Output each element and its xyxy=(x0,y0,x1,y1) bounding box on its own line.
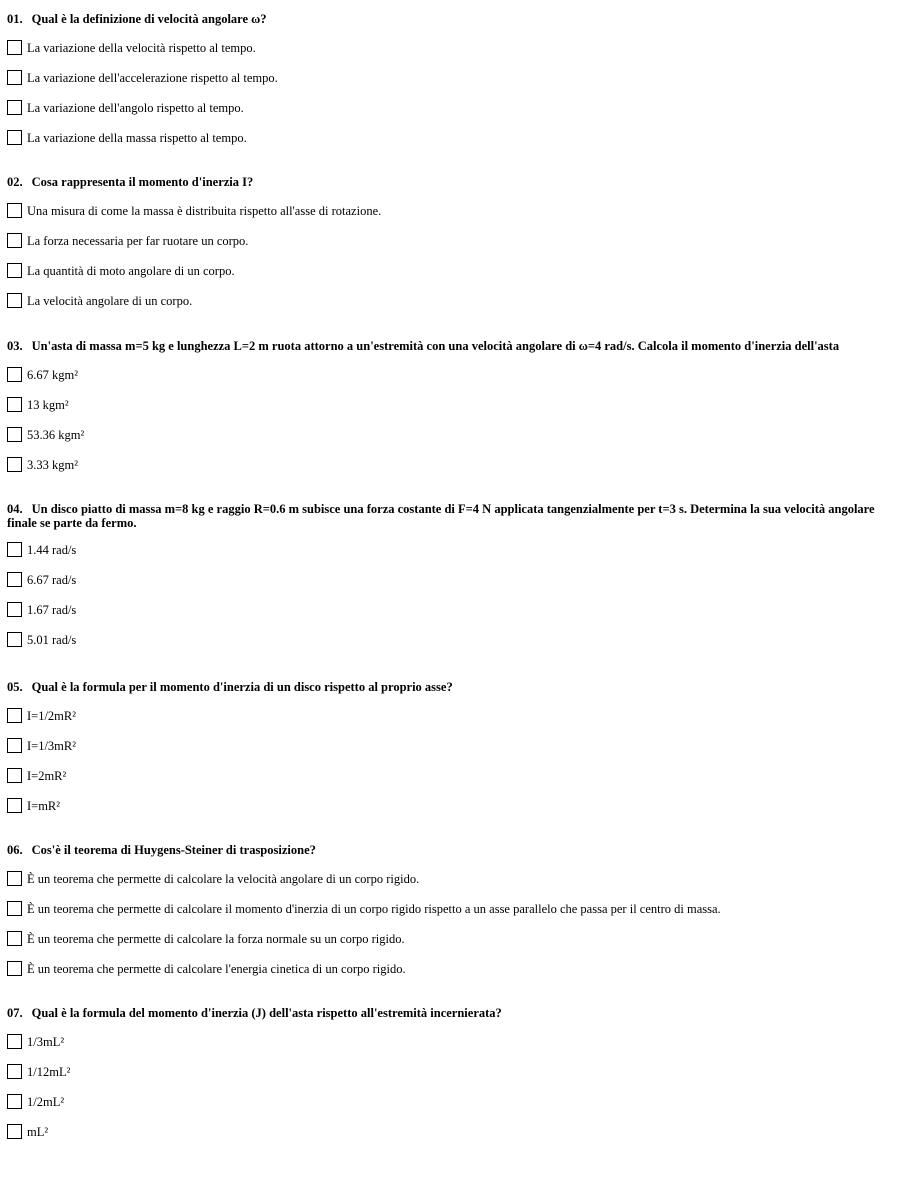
answer-checkbox[interactable] xyxy=(7,632,22,647)
answer-checkbox[interactable] xyxy=(7,263,22,278)
answer-label: È un teorema che permette di calcolare la velocità angolare di un corpo rigido. xyxy=(27,872,420,886)
answer-label: 1/3mL² xyxy=(27,1035,65,1049)
question-text: Qual è la formula del momento d'inerzia (J) dell'asta rispetto all'estremità incernierata? xyxy=(31,1006,502,1020)
question-number: 04. xyxy=(7,502,23,516)
answer-label: È un teorema che permette di calcolare la forza normale su un corpo rigido. xyxy=(27,932,405,946)
answer-option[interactable] xyxy=(7,1064,902,1082)
answer-label: I=1/3mR² xyxy=(27,739,76,753)
answer-option[interactable] xyxy=(7,901,902,919)
answer-option[interactable] xyxy=(7,542,902,560)
answer-label: 1.44 rad/s xyxy=(27,543,77,557)
answer-option[interactable] xyxy=(7,293,902,311)
answer-option[interactable] xyxy=(7,427,902,445)
question-text: Qual è la definizione di velocità angolare ω? xyxy=(31,12,267,26)
question-number: 07. xyxy=(7,1006,23,1020)
answer-checkbox[interactable] xyxy=(7,602,22,617)
question-title xyxy=(7,502,906,530)
answer-checkbox[interactable] xyxy=(7,367,22,382)
answer-checkbox[interactable] xyxy=(7,901,22,916)
answer-label: La variazione della massa rispetto al tempo. xyxy=(27,131,247,145)
answer-option[interactable] xyxy=(7,100,902,118)
answer-checkbox[interactable] xyxy=(7,293,22,308)
answer-option[interactable] xyxy=(7,263,902,281)
answer-label: 1/12mL² xyxy=(27,1065,71,1079)
answer-option[interactable] xyxy=(7,798,902,816)
question-title xyxy=(7,339,906,353)
answer-checkbox[interactable] xyxy=(7,798,22,813)
answer-label: 6.67 rad/s xyxy=(27,573,77,587)
question-text: Cos'è il teorema di Huygens-Steiner di trasposizione? xyxy=(31,843,316,857)
answer-option[interactable] xyxy=(7,70,902,88)
question-number: 05. xyxy=(7,680,23,694)
answer-label: 53.36 kgm² xyxy=(27,428,85,442)
answer-option[interactable] xyxy=(7,738,902,756)
answer-checkbox[interactable] xyxy=(7,1094,22,1109)
answer-label: 1.67 rad/s xyxy=(27,603,77,617)
answer-checkbox[interactable] xyxy=(7,427,22,442)
answer-label: 1/2mL² xyxy=(27,1095,65,1109)
answer-checkbox[interactable] xyxy=(7,738,22,753)
answer-option[interactable] xyxy=(7,457,902,475)
answer-option[interactable] xyxy=(7,871,902,889)
answer-checkbox[interactable] xyxy=(7,70,22,85)
answer-option[interactable] xyxy=(7,1094,902,1112)
answer-option[interactable] xyxy=(7,961,902,979)
answer-label: È un teorema che permette di calcolare l'energia cinetica di un corpo rigido. xyxy=(27,962,406,976)
answer-option[interactable] xyxy=(7,931,902,949)
question-title xyxy=(7,680,906,694)
answer-option[interactable] xyxy=(7,1124,902,1142)
answer-option[interactable] xyxy=(7,632,902,650)
question-title xyxy=(7,12,906,26)
answer-checkbox[interactable] xyxy=(7,130,22,145)
answer-checkbox[interactable] xyxy=(7,1124,22,1139)
answer-checkbox[interactable] xyxy=(7,1064,22,1079)
answer-checkbox[interactable] xyxy=(7,1034,22,1049)
question-number: 06. xyxy=(7,843,23,857)
answer-label: I=2mR² xyxy=(27,769,67,783)
answer-label: La velocità angolare di un corpo. xyxy=(27,294,193,308)
answer-checkbox[interactable] xyxy=(7,203,22,218)
answer-label: La forza necessaria per far ruotare un corpo. xyxy=(27,234,249,248)
question-text: Cosa rappresenta il momento d'inerzia I? xyxy=(31,175,254,189)
answer-checkbox[interactable] xyxy=(7,100,22,115)
question-title xyxy=(7,175,906,189)
answer-label: 13 kgm² xyxy=(27,398,69,412)
answer-option[interactable] xyxy=(7,708,902,726)
question-title xyxy=(7,1006,906,1020)
question-text: Un disco piatto di massa m=8 kg e raggio R=0.6 m subisce una forza costante di F=4 N applicata tangenzialmente per t=3 s. Determina la sua velocità angolare finale se parte da fermo. xyxy=(7,502,875,530)
answer-option[interactable] xyxy=(7,397,902,415)
answer-checkbox[interactable] xyxy=(7,871,22,886)
answer-option[interactable] xyxy=(7,1034,902,1052)
answer-checkbox[interactable] xyxy=(7,572,22,587)
question-number: 03. xyxy=(7,339,23,353)
answer-label: I=mR² xyxy=(27,799,61,813)
answer-option[interactable] xyxy=(7,602,902,620)
answer-option[interactable] xyxy=(7,40,902,58)
answer-label: La quantità di moto angolare di un corpo. xyxy=(27,264,235,278)
answer-checkbox[interactable] xyxy=(7,708,22,723)
answer-checkbox[interactable] xyxy=(7,768,22,783)
answer-label: Una misura di come la massa è distribuita rispetto all'asse di rotazione. xyxy=(27,204,382,218)
question-number: 01. xyxy=(7,12,23,26)
answer-checkbox[interactable] xyxy=(7,397,22,412)
answer-label: È un teorema che permette di calcolare il momento d'inerzia di un corpo rigido rispetto a un asse parallelo che passa per il centro di massa. xyxy=(27,902,721,916)
answer-label: La variazione della velocità rispetto al tempo. xyxy=(27,41,256,55)
question-number: 02. xyxy=(7,175,23,189)
answer-label: 3.33 kgm² xyxy=(27,458,78,472)
answer-checkbox[interactable] xyxy=(7,931,22,946)
answer-option[interactable] xyxy=(7,367,902,385)
question-title xyxy=(7,843,906,857)
question-text: Un'asta di massa m=5 kg e lunghezza L=2 m ruota attorno a un'estremità con una velocità angolare di ω=4 rad/s. Calcola il momento d'inerzia dell'asta xyxy=(31,339,840,353)
answer-option[interactable] xyxy=(7,233,902,251)
answer-label: 5.01 rad/s xyxy=(27,633,77,647)
answer-option[interactable] xyxy=(7,572,902,590)
answer-label: La variazione dell'angolo rispetto al tempo. xyxy=(27,101,244,115)
answer-option[interactable] xyxy=(7,203,902,221)
answer-checkbox[interactable] xyxy=(7,40,22,55)
answer-checkbox[interactable] xyxy=(7,542,22,557)
answer-label: mL² xyxy=(27,1125,49,1139)
answer-option[interactable] xyxy=(7,768,902,786)
answer-label: La variazione dell'accelerazione rispetto al tempo. xyxy=(27,71,278,85)
answer-option[interactable] xyxy=(7,130,902,148)
answer-checkbox[interactable] xyxy=(7,233,22,248)
answer-checkbox[interactable] xyxy=(7,961,22,976)
answer-label: I=1/2mR² xyxy=(27,709,76,723)
answer-label: 6.67 kgm² xyxy=(27,368,78,382)
question-text: Qual è la formula per il momento d'inerzia di un disco rispetto al proprio asse? xyxy=(31,680,453,694)
answer-checkbox[interactable] xyxy=(7,457,22,472)
